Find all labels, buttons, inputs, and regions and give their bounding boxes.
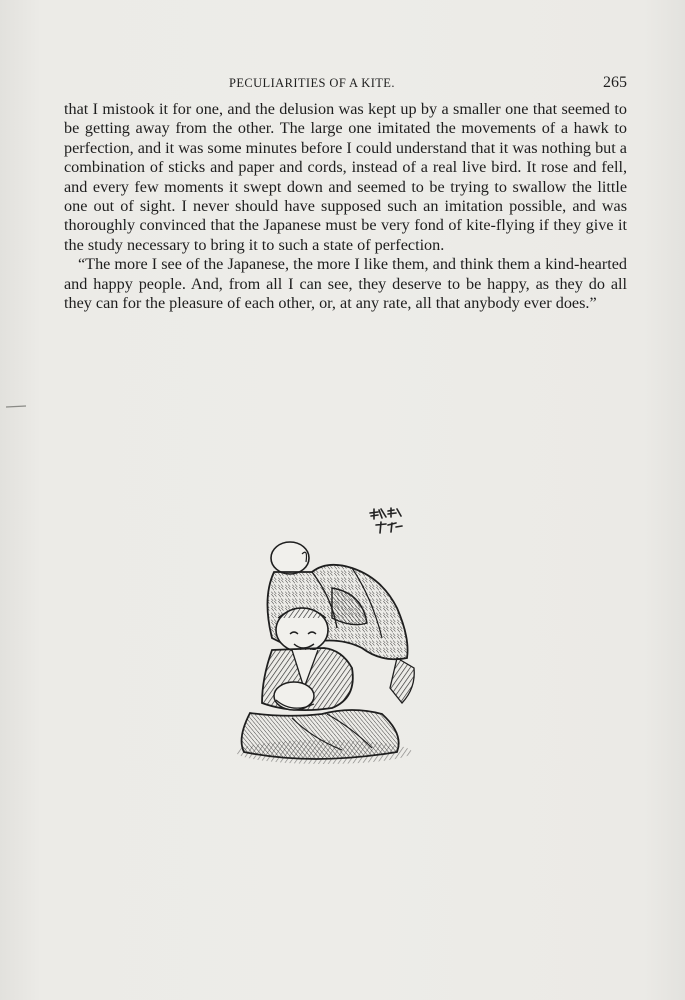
paragraph: that I mistook it for one, and the delusion was kept up by a smaller one that seemed to be getting away from the other. The large one imitated the movements of a hawk to perfection, and it was some minutes before I could understand that it was nothing but a combination of sticks and paper and cords, instead of a real live bird. It rose and fell, and every few moments it swept down and seemed to be trying to swallow the little one out of sight. I never should have supposed such an imitation possible, and was thoroughly convinced that the Japanese must be very fond of kite-flying if they give it the study necessary to bring it to such a state of perfection. xyxy=(64,100,627,254)
scan-mark xyxy=(6,404,28,410)
body-text xyxy=(64,100,627,313)
page-number: 265 xyxy=(603,74,627,91)
paragraph: “The more I see of the Japanese, the more I like them, and think them a kind-hearted and happy people. And, from all I can see, they deserve to be happy, as they do all they can for the pleasure of each other, or, at any rate, all that anybody ever does.” xyxy=(64,255,627,313)
page-header xyxy=(64,74,627,96)
illustration xyxy=(232,538,422,768)
running-head: PECULIARITIES OF A KITE. xyxy=(229,76,395,90)
artist-signature xyxy=(366,505,408,537)
